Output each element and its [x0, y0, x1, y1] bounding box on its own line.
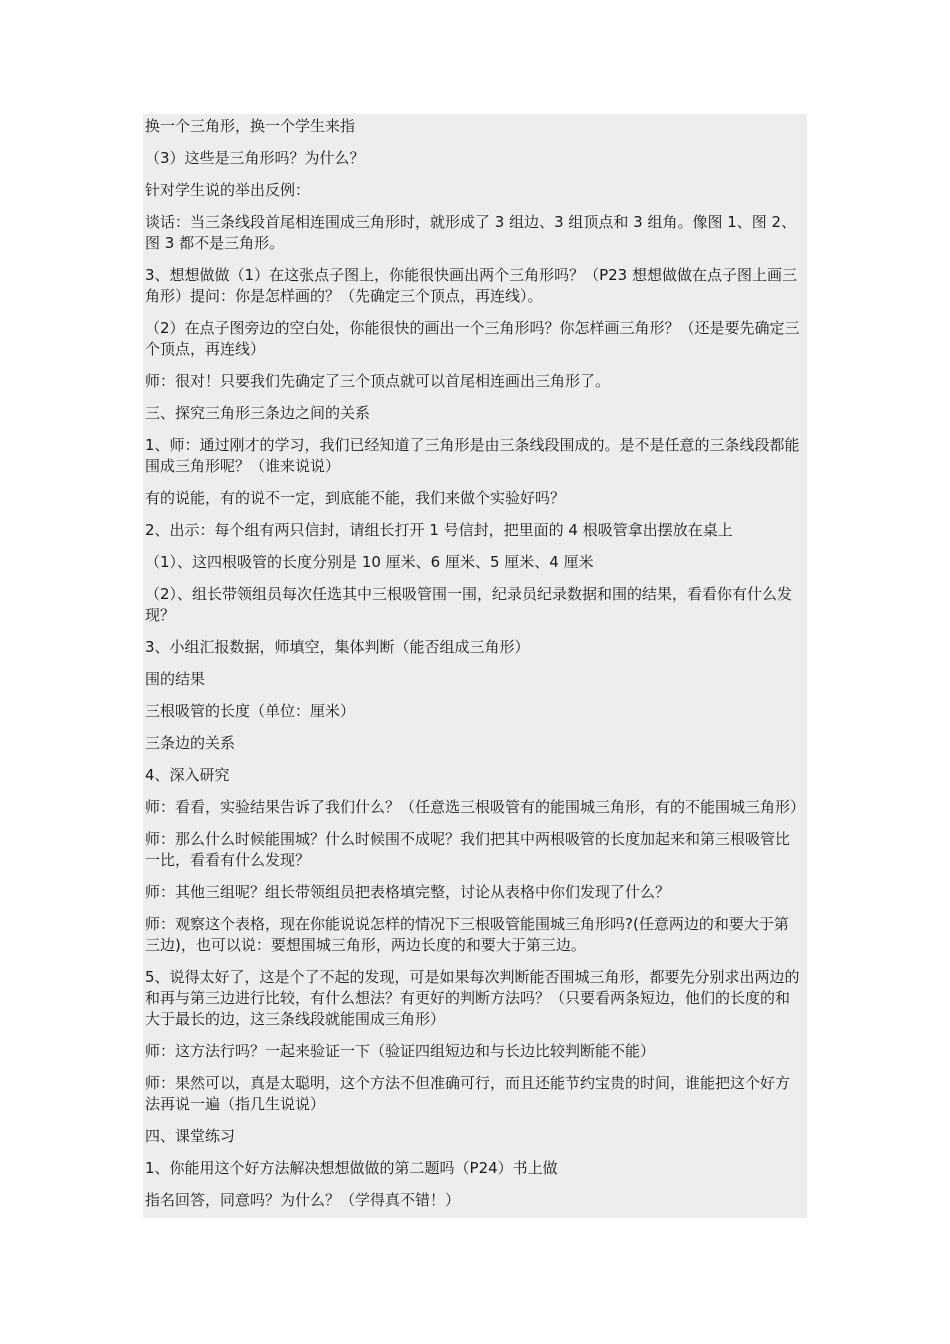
paragraph: 针对学生说的举出反例：: [145, 181, 311, 199]
paragraph: 2、出示：每个组有两只信封，请组长打开 1 号信封，把里面的 4 根吸管拿出摆放在桌上: [145, 521, 733, 539]
section-heading: 三、探究三角形三条边之间的关系: [145, 404, 371, 422]
paragraph: 3、想想做做（1）在这张点子图上，你能很快画出两个三角形吗？（P23 想想做做在点子图上画三角形）提问：你是怎样画的？（先确定三个顶点，再连线）。: [145, 266, 797, 305]
paragraph: 指名回答，同意吗？为什么？（学得真不错！）: [145, 1191, 461, 1209]
paragraph: （3）这些是三角形吗？为什么？: [145, 149, 365, 167]
paragraph: 围的结果: [145, 670, 206, 688]
paragraph: 1、你能用这个好方法解决想想做做的第二题吗（P24）书上做: [145, 1159, 558, 1177]
paragraph: （1）、这四根吸管的长度分别是 10 厘米、6 厘米、5 厘米、4 厘米: [145, 553, 594, 571]
paragraph: 师：这方法行吗？一起来验证一下（验证四组短边和与长边比较判断能不能）: [145, 1042, 656, 1060]
paragraph: 师：看看，实验结果告诉了我们什么？（任意选三根吸管有的能围城三角形，有的不能围城三角形）: [145, 798, 806, 816]
section-heading: 四、课堂练习: [145, 1127, 236, 1145]
paragraph: 师：很对！只要我们先确定了三个顶点就可以首尾相连画出三角形了。: [145, 372, 611, 390]
paragraph: 三根吸管的长度（单位：厘米）: [145, 702, 356, 720]
document-text-block: [143, 114, 807, 1218]
paragraph: 换一个三角形，换一个学生来指: [145, 117, 356, 135]
paragraph: 师：果然可以，真是太聪明，这个方法不但准确可行，而且还能节约宝贵的时间，谁能把这个好方法再说一遍（指几生说说）: [145, 1074, 791, 1113]
paragraph: 4、深入研究: [145, 766, 230, 784]
paragraph: 师：其他三组呢？组长带领组员把表格填完整，讨论从表格中你们发现了什么？: [145, 883, 671, 901]
paragraph: 谈话：当三条线段首尾相连围成三角形时，就形成了 3 组边、3 组顶点和 3 组角。像图 1、图 2、图 3 都不是三角形。: [145, 213, 797, 252]
paragraph: 5、说得太好了，这是个了不起的发现，可是如果每次判断能否围城三角形，都要先分别求出两边的和再与第三边进行比较，有什么想法？有更好的判断方法吗？（只要看两条短边，他们的长度的和大于最长的边，这三条线段就能围成三角形）: [145, 968, 800, 1028]
paragraph: 师：那么什么时候能围城？什么时候围不成呢？我们把其中两根吸管的长度加起来和第三根吸管比一比，看看有什么发现？: [145, 830, 791, 869]
paragraph: 3、小组汇报数据，师填空，集体判断（能否组成三角形）: [145, 638, 530, 656]
paragraph: 师：观察这个表格，现在你能说说怎样的情况下三根吸管能围城三角形吗?(任意两边的和要大于第三边)，也可以说：要想围城三角形，两边长度的和要大于第三边。: [145, 915, 789, 954]
paragraph: 1、师：通过刚才的学习，我们已经知道了三角形是由三条线段围成的。是不是任意的三条线段都能围成三角形呢？（谁来说说）: [145, 436, 800, 475]
paragraph: （2）、组长带领组员每次任选其中三根吸管围一围，纪录员纪录数据和围的结果，看看你有什么发现？: [145, 585, 793, 624]
paragraph: 有的说能，有的说不一定，到底能不能，我们来做个实验好吗？: [145, 489, 566, 507]
paragraph: 三条边的关系: [145, 734, 236, 752]
paragraph: （2）在点子图旁边的空白处，你能很快的画出一个三角形吗？你怎样画三角形？（还是要先确定三个顶点，再连线）: [145, 319, 800, 358]
